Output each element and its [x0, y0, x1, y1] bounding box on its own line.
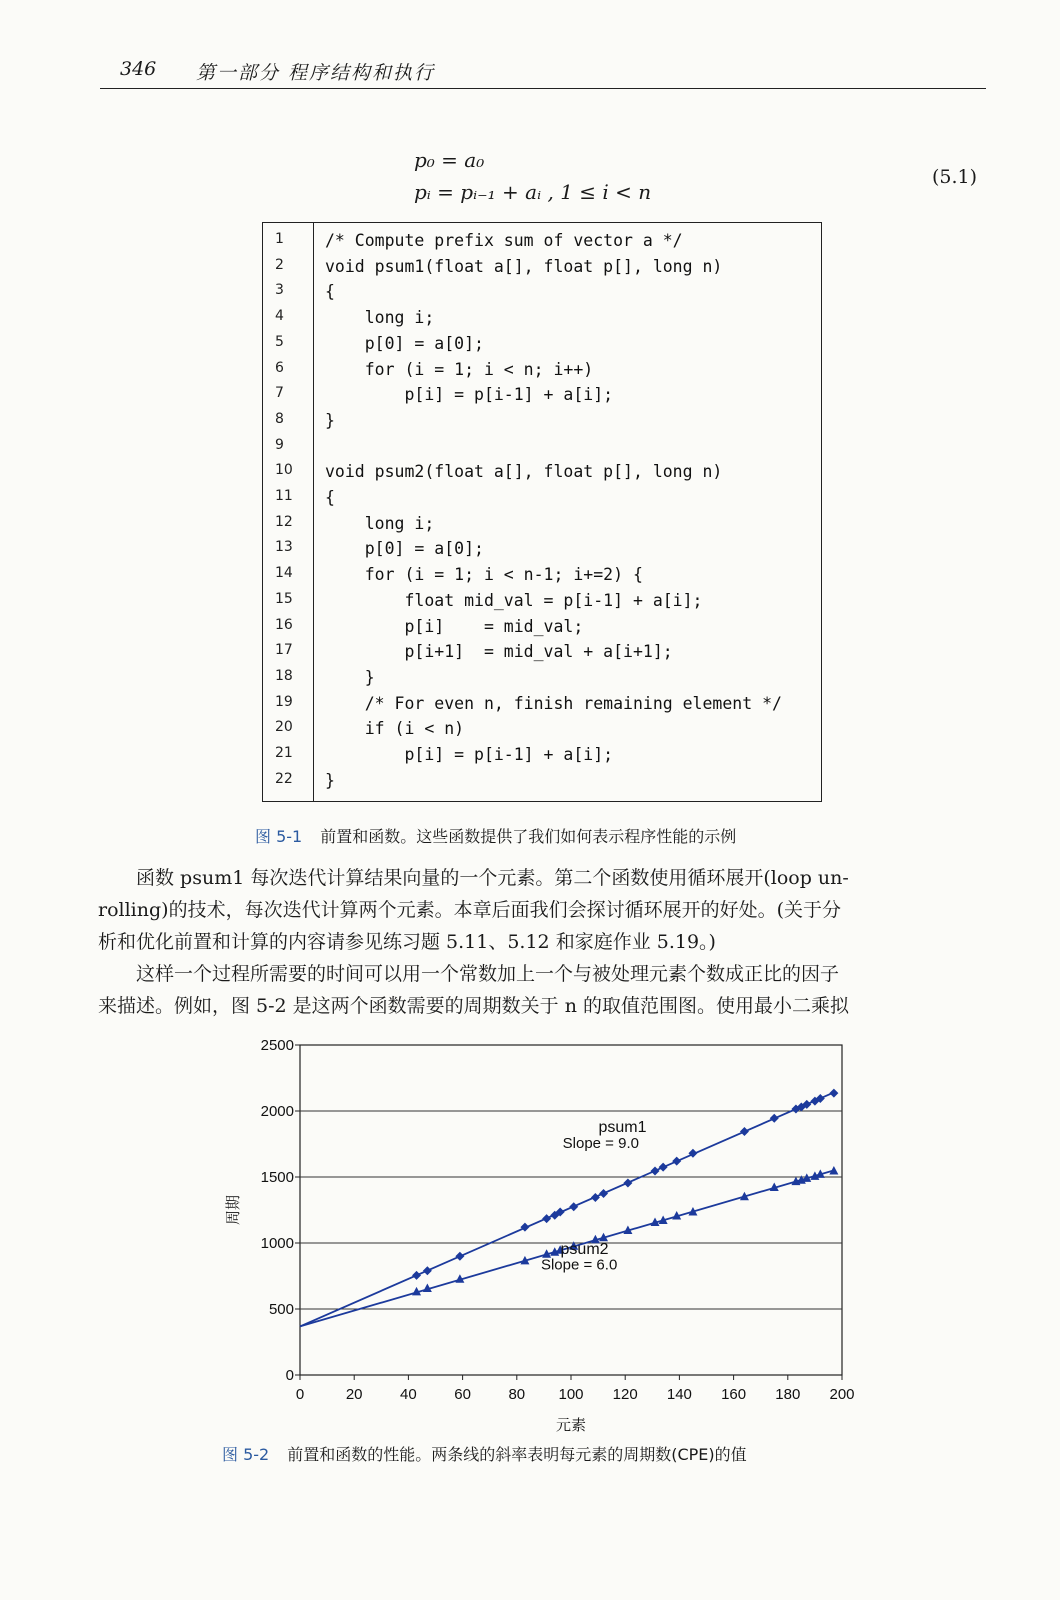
code-line: [263, 231, 821, 256]
code-text: long i;: [325, 513, 435, 533]
code-line: [263, 257, 821, 282]
line-number: 13: [275, 539, 293, 556]
line-number: 21: [275, 745, 293, 761]
line-number: 18: [275, 667, 293, 684]
y-tick-label: 1500: [260, 1169, 294, 1186]
code-line: [263, 591, 821, 616]
line-number: 2: [275, 256, 284, 273]
line-number: 19: [275, 693, 293, 710]
paragraph-line: 函数 psum1 每次迭代计算结果向量的一个元素。第二个函数使用循环展开(loop un-: [98, 867, 849, 889]
code-text: p[i] = mid_val;: [325, 616, 584, 636]
line-number: 20: [275, 719, 293, 736]
series-label-psum2: psum2: [560, 1241, 609, 1259]
x-tick-label: 180: [775, 1386, 801, 1403]
x-tick-label: 20: [345, 1386, 363, 1403]
code-line: [263, 334, 821, 359]
code-line: [263, 308, 821, 333]
data-point-psum1: [455, 1252, 464, 1261]
code-line: [263, 437, 821, 462]
code-text: }: [325, 667, 375, 687]
line-number: 12: [275, 513, 293, 530]
figure-5-1-label: 图 5-1: [255, 827, 303, 846]
figure-5-2-text: 前置和函数的性能。两条线的斜率表明每元素的周期数(CPE)的值: [287, 1445, 747, 1464]
body-text: [98, 862, 980, 1022]
line-number: 11: [275, 488, 293, 504]
code-text: for (i = 1; i < n; i++): [325, 359, 594, 379]
code-text: {: [325, 282, 335, 302]
code-text: float mid_val = p[i-1] + a[i];: [325, 590, 703, 610]
data-point-psum1: [569, 1202, 578, 1211]
code-text: p[i] = p[i-1] + a[i];: [325, 385, 614, 405]
line-number: 14: [275, 565, 293, 582]
code-line: [263, 539, 821, 564]
code-text: p[0] = a[0];: [325, 333, 484, 353]
line-number: 22: [275, 770, 293, 787]
figure-5-1-text: 前置和函数。这些函数提供了我们如何表示程序性能的示例: [320, 827, 737, 846]
code-text: long i;: [325, 308, 435, 328]
code-line: [263, 411, 821, 436]
code-text: {: [325, 488, 335, 507]
y-tick-label: 2000: [260, 1103, 294, 1120]
data-point-psum1: [659, 1163, 668, 1172]
plot-area: [300, 1045, 842, 1375]
data-point-psum2: [829, 1166, 838, 1175]
code-line: [263, 565, 821, 590]
x-tick-label: 120: [612, 1386, 638, 1403]
line-number: 7: [275, 385, 284, 402]
figure-5-2-label: 图 5-2: [222, 1445, 270, 1464]
equation-number: (5.1): [932, 166, 978, 188]
data-point-psum1: [542, 1214, 551, 1223]
data-point-psum1: [672, 1157, 681, 1166]
x-tick-label: 80: [508, 1386, 526, 1403]
data-point-psum1: [651, 1167, 660, 1176]
paragraph-line: 来描述。例如，图 5-2 是这两个函数需要的周期数关于 n 的取值范围图。使用最小二乘拟: [98, 995, 849, 1017]
code-text: /* Compute prefix sum of vector a */: [325, 231, 683, 250]
data-point-psum1: [740, 1127, 749, 1136]
x-tick-label: 160: [721, 1386, 747, 1403]
code-text: void psum2(float a[], float p[], long n): [325, 462, 723, 482]
code-text: void psum1(float a[], float p[], long n): [325, 256, 723, 276]
code-line: [263, 385, 821, 410]
code-line: [263, 514, 821, 539]
data-point-psum1: [599, 1189, 608, 1198]
section-title: 第一部分 程序结构和执行: [196, 62, 436, 84]
line-number: 4: [275, 308, 284, 325]
paragraph-line: 这样一个过程所需要的时间可以用一个常数加上一个与被处理元素个数成正比的因子: [98, 963, 840, 985]
code-text: for (i = 1; i < n-1; i+=2) {: [325, 565, 643, 585]
data-point-psum1: [591, 1193, 600, 1202]
code-text: if (i < n): [325, 719, 465, 739]
code-line: [263, 617, 821, 642]
code-line: [263, 642, 821, 667]
x-tick-label: 60: [454, 1386, 471, 1403]
data-point-psum1: [520, 1223, 529, 1232]
data-point-psum1: [770, 1114, 779, 1123]
code-text: p[0] = a[0];: [325, 539, 484, 559]
code-line: [263, 282, 821, 307]
x-tick-label: 40: [400, 1386, 417, 1403]
y-tick-label: 2500: [260, 1037, 294, 1054]
x-axis-label: 元素: [555, 1417, 587, 1434]
line-number: 8: [275, 410, 284, 427]
data-point-psum1: [829, 1089, 838, 1098]
x-tick-label: 200: [829, 1386, 855, 1403]
code-line: [263, 694, 821, 719]
code-line: [263, 745, 821, 770]
code-line: [263, 360, 821, 385]
y-tick-label: 500: [268, 1301, 294, 1318]
code-text: p[i] = p[i-1] + a[i];: [325, 745, 614, 764]
x-tick-label: 0: [295, 1386, 305, 1403]
line-number: 10: [275, 462, 293, 479]
code-line: [263, 771, 821, 796]
line-number: 16: [275, 616, 293, 633]
performance-chart: [210, 1030, 870, 1440]
x-tick-label: 140: [666, 1386, 692, 1403]
y-tick-label: 0: [285, 1367, 294, 1384]
code-line: [263, 488, 821, 513]
code-text: }: [325, 410, 335, 430]
line-number: 17: [275, 642, 293, 659]
line-number: 3: [275, 282, 284, 299]
paragraph-line: rolling)的技术，每次迭代计算两个元素。本章后面我们会探讨循环展开的好处。(关于分: [98, 899, 841, 921]
series-label-psum1: psum1: [598, 1119, 647, 1137]
page-number: 346: [120, 58, 157, 80]
y-axis-label: 周期: [225, 1194, 242, 1226]
x-tick-label: 100: [558, 1386, 584, 1403]
code-text: p[i+1] = mid_val + a[i+1];: [325, 642, 673, 662]
slope-label-psum2: Slope = 6.0: [540, 1256, 618, 1274]
code-text: /* For even n, finish remaining element */: [325, 693, 782, 713]
code-listing: [262, 222, 822, 802]
data-point-psum1: [412, 1271, 421, 1280]
code-text: }: [325, 770, 335, 790]
fit-line-psum1: [300, 1092, 834, 1326]
line-number: 5: [275, 333, 284, 350]
code-line: [263, 719, 821, 744]
equation-line-2: pᵢ = pᵢ₋₁ + aᵢ , 1 ≤ i < n: [414, 180, 652, 204]
paragraph-line: 析和优化前置和计算的内容请参见练习题 5.11、5.12 和家庭作业 5.19。): [98, 931, 716, 953]
line-number: 15: [275, 590, 293, 607]
code-line: [263, 668, 821, 693]
line-number: 1: [275, 231, 284, 247]
equation-line-1: p₀ = a₀: [414, 148, 485, 172]
figure-5-1-caption: [255, 824, 736, 847]
data-point-psum1: [423, 1266, 432, 1275]
line-number: 6: [275, 359, 284, 376]
slope-label-psum1: Slope = 9.0: [562, 1134, 639, 1152]
code-line: [263, 462, 821, 487]
figure-5-2-caption: [222, 1442, 747, 1465]
data-point-psum1: [623, 1178, 632, 1187]
running-header: [100, 56, 986, 89]
line-number: 9: [275, 436, 284, 453]
y-tick-label: 1000: [260, 1235, 294, 1252]
